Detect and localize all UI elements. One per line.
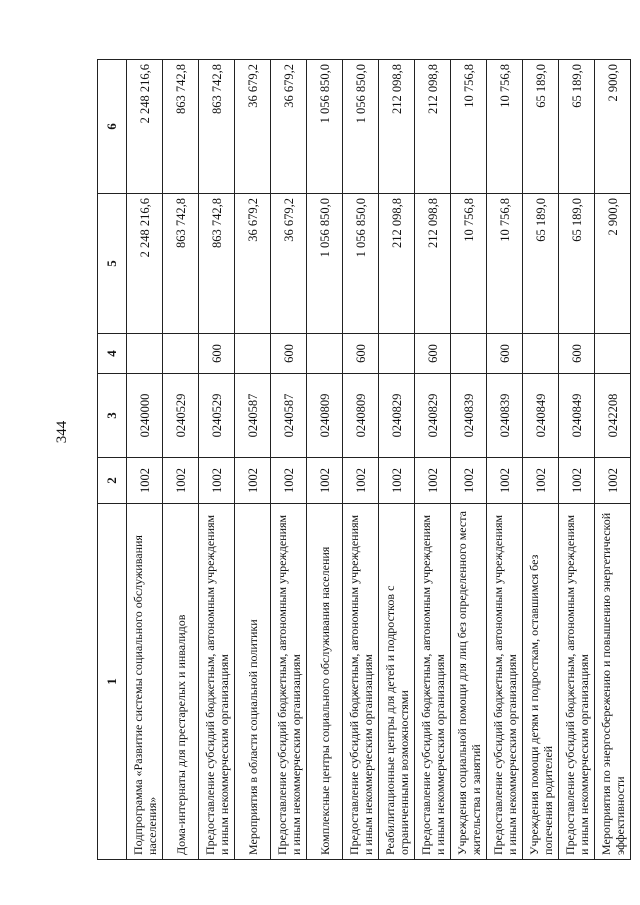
amount-col6: 212 098,8 [379, 60, 415, 194]
target-code: 0240829 [415, 374, 451, 458]
expense-type-code: 600 [343, 334, 379, 374]
amount-col6: 863 742,8 [163, 60, 199, 194]
column-header-5: 5 [98, 194, 127, 334]
amount-col5: 65 189,0 [559, 194, 595, 334]
row-name: Учреждения социальной помощи для лиц без определенного места жительства и занятий [451, 504, 487, 860]
expense-type-code [307, 334, 343, 374]
amount-col5: 1 056 850,0 [343, 194, 379, 334]
amount-col6: 65 189,0 [559, 60, 595, 194]
expense-type-code [235, 334, 271, 374]
section-code: 1002 [523, 458, 559, 504]
amount-col5: 36 679,2 [271, 194, 307, 334]
row-name: Мероприятия в области социальной политики [235, 504, 271, 860]
target-code: 0240839 [487, 374, 523, 458]
expense-type-code [163, 334, 199, 374]
row-name: Предоставление субсидий бюджетным, автономным учреждениям и иным некоммерческим организациям [559, 504, 595, 860]
section-code: 1002 [379, 458, 415, 504]
table-row [199, 60, 235, 860]
row-name: Предоставление субсидий бюджетным, автономным учреждениям и иным некоммерческим организациям [343, 504, 379, 860]
budget-table [97, 59, 631, 860]
row-name: Мероприятия по энергосбережению и повышению энергетической эффективности [595, 504, 631, 860]
amount-col6: 36 679,2 [235, 60, 271, 194]
amount-col5: 2 248 216,6 [127, 194, 163, 334]
target-code: 0240529 [199, 374, 235, 458]
amount-col5: 10 756,8 [487, 194, 523, 334]
table-row [307, 60, 343, 860]
expense-type-code: 600 [559, 334, 595, 374]
section-code: 1002 [127, 458, 163, 504]
budget-table-container [97, 60, 631, 860]
target-code: 0240587 [271, 374, 307, 458]
section-code: 1002 [451, 458, 487, 504]
row-name: Комплексные центры социального обслуживания населения [307, 504, 343, 860]
table-row [595, 60, 631, 860]
row-name: Предоставление субсидий бюджетным, автономным учреждениям и иным некоммерческим организациям [487, 504, 523, 860]
expense-type-code [595, 334, 631, 374]
table-row [163, 60, 199, 860]
amount-col6: 863 742,8 [199, 60, 235, 194]
amount-col5: 65 189,0 [523, 194, 559, 334]
section-code: 1002 [415, 458, 451, 504]
table-row [379, 60, 415, 860]
expense-type-code [127, 334, 163, 374]
amount-col6: 10 756,8 [451, 60, 487, 194]
amount-col6: 212 098,8 [415, 60, 451, 194]
table-row [415, 60, 451, 860]
target-code: 0240839 [451, 374, 487, 458]
target-code: 0240000 [127, 374, 163, 458]
section-code: 1002 [271, 458, 307, 504]
amount-col5: 863 742,8 [163, 194, 199, 334]
target-code: 0240849 [523, 374, 559, 458]
section-code: 1002 [235, 458, 271, 504]
column-header-6: 6 [98, 60, 127, 194]
amount-col5: 212 098,8 [379, 194, 415, 334]
target-code: 0240849 [559, 374, 595, 458]
amount-col5: 36 679,2 [235, 194, 271, 334]
page-number: 344 [54, 420, 70, 444]
amount-col6: 36 679,2 [271, 60, 307, 194]
amount-col5: 10 756,8 [451, 194, 487, 334]
expense-type-code [379, 334, 415, 374]
table-row [127, 60, 163, 860]
row-name: Реабилитационные центры для детей и подростков с ограниченными возможностями [379, 504, 415, 860]
row-name: Предоставление субсидий бюджетным, автономным учреждениям и иным некоммерческим организациям [199, 504, 235, 860]
column-header-3: 3 [98, 374, 127, 458]
row-name: Предоставление субсидий бюджетным, автономным учреждениям и иным некоммерческим организациям [415, 504, 451, 860]
section-code: 1002 [487, 458, 523, 504]
amount-col5: 863 742,8 [199, 194, 235, 334]
amount-col6: 10 756,8 [487, 60, 523, 194]
amount-col6: 2 248 216,6 [127, 60, 163, 194]
section-code: 1002 [595, 458, 631, 504]
section-code: 1002 [199, 458, 235, 504]
target-code: 0240809 [307, 374, 343, 458]
target-code: 0240529 [163, 374, 199, 458]
section-code: 1002 [559, 458, 595, 504]
expense-type-code [523, 334, 559, 374]
amount-col6: 1 056 850,0 [307, 60, 343, 194]
section-code: 1002 [163, 458, 199, 504]
target-code: 0240809 [343, 374, 379, 458]
table-header-row [98, 60, 127, 860]
amount-col5: 2 900,0 [595, 194, 631, 334]
table-row [343, 60, 379, 860]
expense-type-code: 600 [415, 334, 451, 374]
section-code: 1002 [307, 458, 343, 504]
amount-col6: 2 900,0 [595, 60, 631, 194]
column-header-1: 1 [98, 504, 127, 860]
column-header-4: 4 [98, 334, 127, 374]
amount-col5: 212 098,8 [415, 194, 451, 334]
table-row [523, 60, 559, 860]
table-row [451, 60, 487, 860]
expense-type-code: 600 [487, 334, 523, 374]
amount-col6: 65 189,0 [523, 60, 559, 194]
table-row [487, 60, 523, 860]
row-name: Учреждения помощи детям и подросткам, оставшимся без попечения родителей [523, 504, 559, 860]
row-name: Подпрограмма «Развитие системы социального обслуживания населения» [127, 504, 163, 860]
expense-type-code: 600 [199, 334, 235, 374]
section-code: 1002 [343, 458, 379, 504]
expense-type-code [451, 334, 487, 374]
row-name: Предоставление субсидий бюджетным, автономным учреждениям и иным некоммерческим организациям [271, 504, 307, 860]
amount-col5: 1 056 850,0 [307, 194, 343, 334]
expense-type-code: 600 [271, 334, 307, 374]
amount-col6: 1 056 850,0 [343, 60, 379, 194]
row-name: Дома-интернаты для престарелых и инвалидов [163, 504, 199, 860]
table-row [559, 60, 595, 860]
target-code: 0242208 [595, 374, 631, 458]
target-code: 0240829 [379, 374, 415, 458]
table-row [235, 60, 271, 860]
column-header-2: 2 [98, 458, 127, 504]
target-code: 0240587 [235, 374, 271, 458]
table-row [271, 60, 307, 860]
